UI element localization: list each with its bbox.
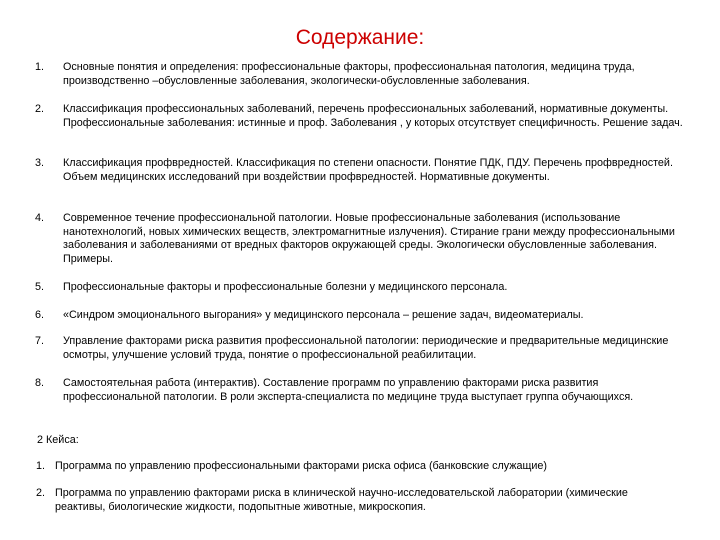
item-number: 5. — [35, 281, 45, 293]
cases-heading: 2 Кейса: — [37, 434, 79, 446]
case-number: 2. — [36, 487, 46, 499]
item-number: 4. — [35, 212, 45, 224]
item-number: 6. — [35, 309, 45, 321]
item-number: 3. — [35, 157, 45, 169]
item-text: Самостоятельная работа (интерактив). Составление программ по управлению факторами риска развития профессиональной патологии. В роли эксперта-специалиста по медицине труда выступает группа обучающихся. — [63, 377, 634, 403]
item-number: 2. — [35, 103, 45, 115]
item-number: 7. — [35, 335, 45, 347]
case-text: Программа по управлению профессиональными факторами риска офиса (банковские служащие) — [55, 460, 548, 472]
item-text: «Синдром эмоционального выгорания» у медицинского персонала – решение задач, видеоматериалы. — [63, 309, 584, 321]
item-number: 1. — [35, 61, 45, 73]
item-text: Современное течение профессиональной патологии. Новые профессиональные заболевания (использование нанотехнологий, новых химических веществ, электромагнитные излучения). Стирание грани между профессиональными заболевания и заболеваниями от вредных факторов окружающей среды. Экологически обусловленные заболевания. Примеры. — [63, 212, 675, 265]
item-text: Профессиональные факторы и профессиональные болезни у медицинского персонала. — [63, 281, 508, 293]
item-text: Управление факторами риска развития профессиональной патологии: периодические и предварительные медицинские осмотры, улучшение условий труда, понятие о профессиональной реабилитации. — [63, 335, 669, 361]
page-title: Содержание: — [295, 26, 425, 49]
item-text: Основные понятия и определения: профессиональные факторы, профессиональная патология, медицина труда, производственно –обусловленные заболевания, экологически-обусловленные заболевания. — [63, 61, 635, 87]
item-number: 8. — [35, 377, 45, 389]
item-text: Классификация профвредностей. Классификация по степени опасности. Понятие ПДК, ПДУ. Перечень профвредностей. Объем медицинских исследований при воздействии профвредностей. Нормативные документы. — [63, 157, 673, 183]
item-text: Классификация профессиональных заболеваний, перечень профессиональных заболеваний, нормативные документы. Профессиональные заболевания: истинные и проф. Заболевания , у которых отсутствует специфичность. Решение задач. — [63, 103, 683, 129]
case-text: Программа по управлению факторами риска в клинической научно-исследовательской лаборатории (химические реактивы, биологические жидкости, подопытные животные, микроскопия. — [55, 487, 628, 513]
case-number: 1. — [36, 460, 46, 472]
